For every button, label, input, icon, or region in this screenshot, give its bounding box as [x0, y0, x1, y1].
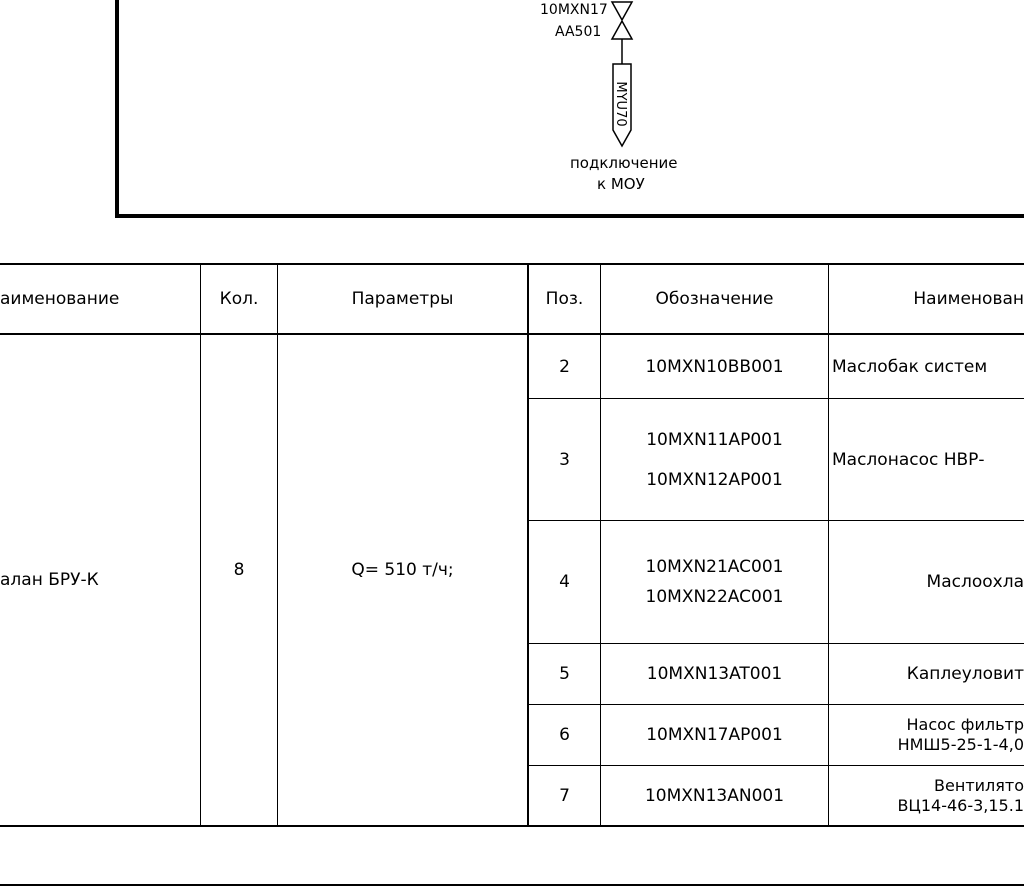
right-header-pos: Поз. [545, 289, 584, 309]
table-row-name [829, 766, 1024, 825]
left-header-name: аименование [0, 289, 120, 309]
designation-line: 10MXN11AP001 [646, 429, 783, 450]
designation-line: 10MXN17AP001 [646, 725, 783, 745]
table-row-pos: 3 [559, 449, 570, 470]
valve-code-label: AA501 [555, 24, 602, 40]
table-row-pos: 6 [559, 725, 570, 745]
name-line: Маслобак систем [832, 356, 988, 377]
table-row-name [829, 521, 1024, 643]
connection-label-line1: подключение [570, 154, 678, 172]
table-row-name [829, 644, 1024, 704]
designation-line: 10MXN13AN001 [644, 785, 785, 806]
name-line: Каплеуловит [906, 664, 1024, 684]
table-row-name [829, 705, 1024, 765]
table-row-designation [601, 399, 828, 520]
table-row-designation [601, 705, 828, 765]
left-header-params: Параметры [351, 289, 454, 309]
right-header-name: Наименован [913, 289, 1024, 309]
table-row-designation [601, 766, 828, 825]
name-line: Вентилято [934, 775, 1024, 795]
table-row-pos: 5 [559, 664, 570, 684]
table-row-pos: 7 [559, 785, 570, 806]
designation-line: 10MXN13AT001 [646, 664, 783, 684]
table-row-designation [601, 521, 828, 643]
designation-line: 10MXN22AC001 [645, 587, 784, 607]
table-row-name [832, 335, 1024, 398]
left-row-params: Q= 510 т/ч; [351, 560, 454, 580]
left-row-qty: 8 [233, 560, 245, 580]
table-row-pos: 4 [559, 572, 570, 592]
table-row-pos: 2 [559, 356, 570, 377]
name-line: ВЦ14-46-3,15.1 [897, 795, 1024, 815]
table-row-designation [601, 335, 828, 398]
table-row-designation [601, 644, 828, 704]
table-row-name [832, 399, 1024, 520]
device-tag-label: MYU70 [613, 81, 628, 127]
name-line: НМШ5-25-1-4,0 [897, 735, 1024, 754]
name-line: Маслонасос НВР- [832, 449, 985, 470]
left-row-name: алан БРУ-К [0, 570, 99, 590]
designation-line: 10MXN21AC001 [645, 557, 784, 577]
designation-line: 10MXN10BB001 [645, 356, 784, 377]
name-line: Маслоохла [926, 572, 1024, 592]
valve-tag-label: 10MXN17 [540, 2, 608, 18]
name-line: Насос фильтр [906, 715, 1024, 734]
left-header-qty: Кол. [219, 289, 259, 309]
right-header-designation: Обозначение [655, 289, 774, 309]
connection-label-line2: к МОУ [597, 175, 645, 193]
sheet-border-bottom [0, 884, 1024, 886]
designation-line: 10MXN12AP001 [646, 469, 783, 490]
